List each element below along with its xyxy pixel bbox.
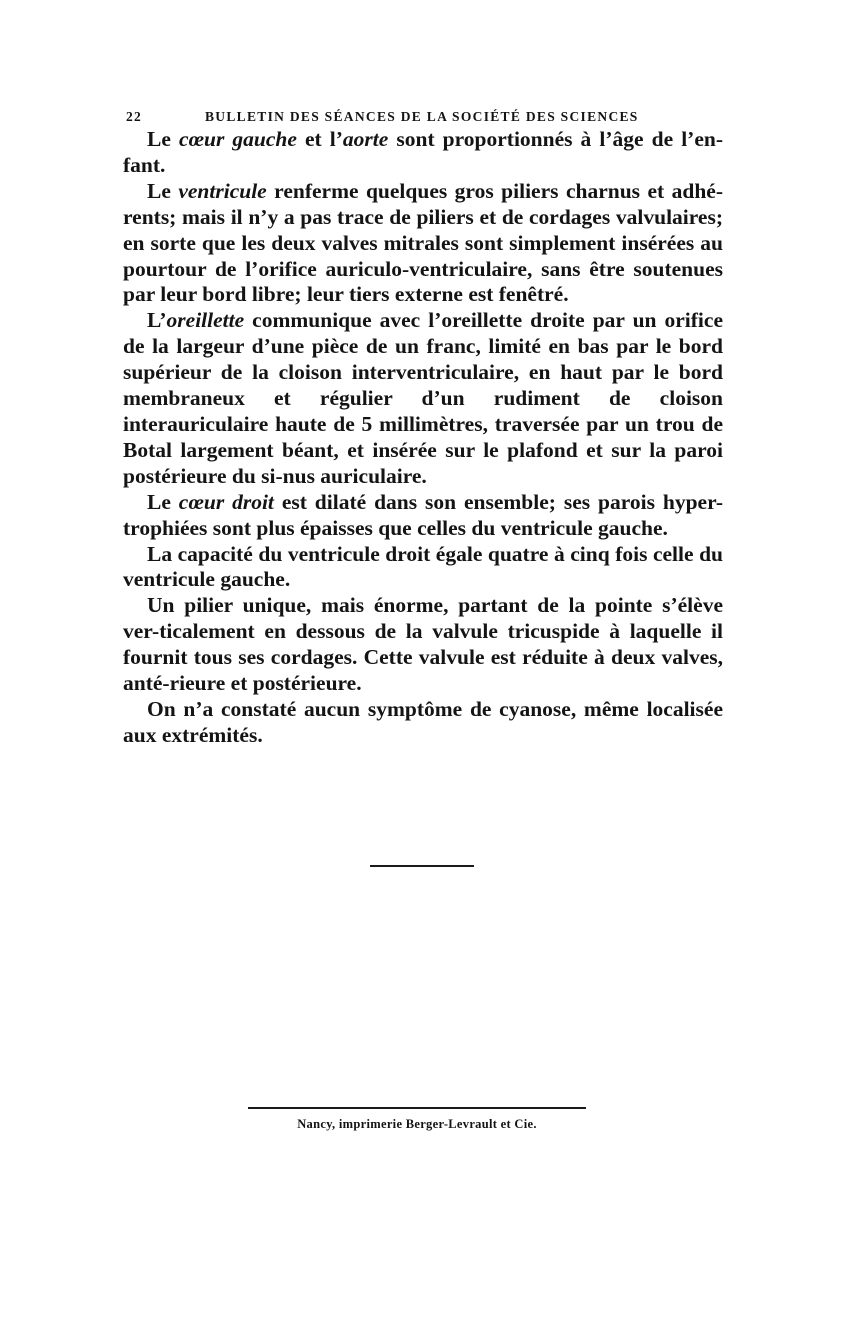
printer-imprint: Nancy, imprimerie Berger-Levrault et Cie.: [297, 1117, 537, 1131]
italic-term: ventricule: [178, 178, 267, 203]
running-title: BULLETIN DES SÉANCES DE LA SOCIÉTÉ DES SCIENCES: [205, 109, 639, 124]
paragraph-capacite: La capacité du ventricule droit égale quatre à cinq fois celle du ventricule gauche.: [123, 541, 723, 592]
end-rule: [370, 865, 474, 867]
body-text: [123, 127, 723, 749]
paragraph-ventricule: [123, 179, 723, 309]
paragraph-coeur-gauche: [123, 127, 723, 179]
page-content: [123, 105, 723, 749]
paragraph-cyanose: On n’a constaté aucun symptôme de cyanose, même localisée aux extrémités.: [123, 696, 723, 747]
paragraph-pilier: Un pilier unique, mais énorme, partant de la pointe s’élève ver-ticalement en dessous de la valvule tricuspide à laquelle il fournit tous ses cordages. Cette valvule est réduite à deux valves, anté-rieure et postérieure.: [123, 593, 723, 696]
paragraph-text: Le: [147, 127, 179, 151]
paragraph-text: communique avec l’oreillette droite par un orifice de la largeur d’une pièce de un franc, limité en bas par le bord supérieur de la cloison interventriculaire, en haut par le bord membraneux et régulier d’un rudiment de cloison interauriculaire haute de 5 millimètres, traversée par un trou de Botal largement béant, et insérée sur le plafond et sur la paroi postérieure du si-nus auriculaire.: [123, 308, 723, 488]
paragraph-oreillette: [123, 308, 723, 489]
paragraph-text: L’: [147, 308, 167, 333]
paragraph-text: est dilaté dans son ensemble; ses parois hyper-trophiées sont plus épaisses que celles du ventricule gauche.: [123, 489, 723, 540]
paragraph-text: Le: [147, 489, 179, 514]
paragraph-coeur-droit: [123, 490, 723, 542]
paragraph-text: sont proportionnés à l’âge de l’en-fant.: [123, 127, 723, 177]
paragraph-text: et l’: [296, 127, 343, 151]
imprint-rule: [248, 1107, 586, 1109]
page-number: 22: [126, 109, 142, 124]
italic-term: cœur droit: [178, 489, 274, 514]
paragraph-text: renferme quelques gros piliers charnus et adhé-rents; mais il n’y a pas trace de piliers et de cordages valvulaires; en sorte que les deux valves mitrales sont simplement insérées au pourtour de l’orifice auriculo-ventriculaire, sans être soutenues par leur bord libre; leur tiers externe est fenêtré.: [123, 178, 723, 307]
italic-term: oreillette: [166, 308, 245, 333]
running-header: [123, 105, 723, 127]
italic-term: aorte: [342, 127, 389, 151]
italic-term: cœur gauche: [178, 127, 297, 151]
paragraph-text: Le: [147, 178, 179, 203]
